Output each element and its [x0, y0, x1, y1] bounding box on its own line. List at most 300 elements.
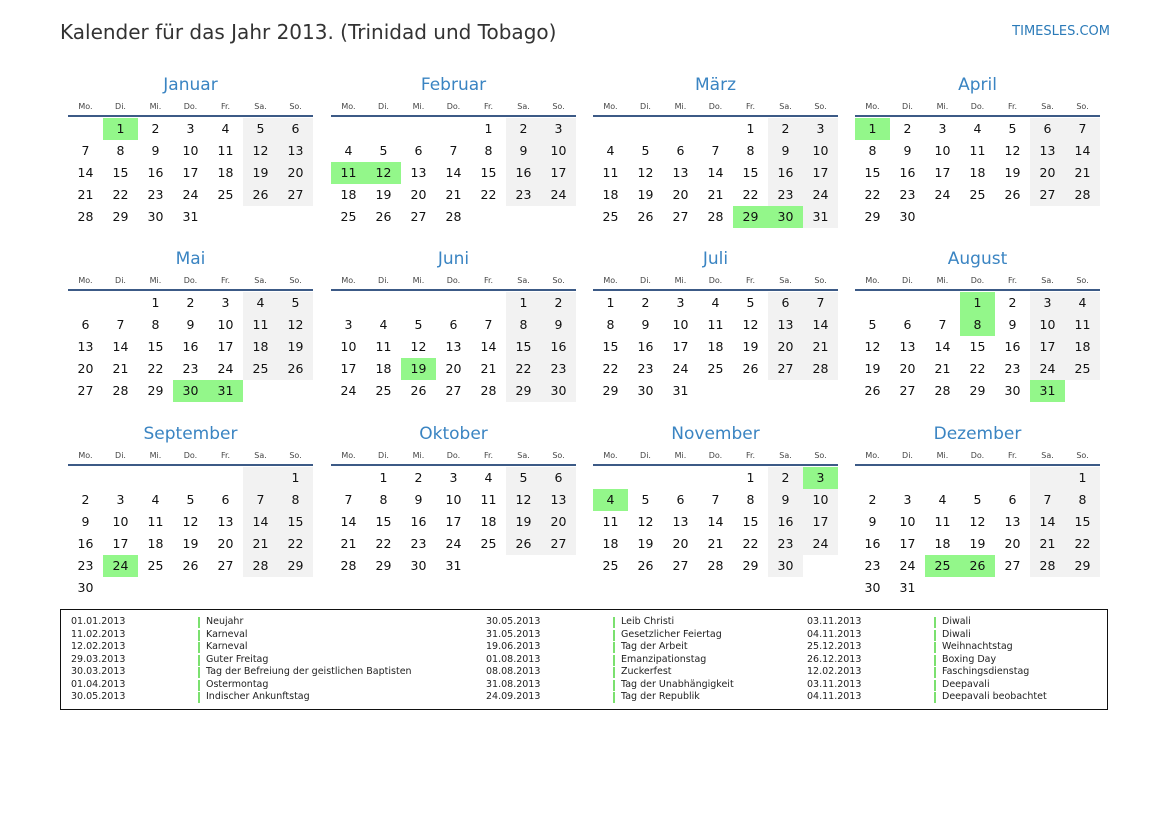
holiday-name: Boxing Day [942, 653, 997, 665]
day-cell: 23 [768, 533, 803, 555]
empty-cell [68, 467, 103, 489]
day-cell: 7 [116, 317, 125, 332]
day-cell: 14 [707, 165, 724, 180]
holiday-column [71, 616, 471, 704]
day-cell: 11 [217, 143, 234, 158]
weekday-label: Mi. [412, 102, 425, 111]
day-cell: 25 [602, 209, 619, 224]
day-cell: 14 [445, 165, 462, 180]
holiday-date: 08.08.2013 [486, 666, 541, 677]
day-cell: 7 [484, 317, 493, 332]
holiday-row [71, 666, 471, 679]
day-cell: 9 [903, 143, 912, 158]
weekday-label: Fr. [1007, 102, 1018, 111]
day-cell: 29 [1065, 555, 1100, 577]
day-cell: 2 [641, 295, 650, 310]
day-cell: 19 [1004, 165, 1021, 180]
day-cell: 26 [375, 209, 392, 224]
day-cell: 4 [151, 492, 160, 507]
weekday-label: Di. [378, 102, 389, 111]
day-cell: 4 [221, 121, 230, 136]
empty-cell [401, 118, 436, 140]
day-cell: 30 [410, 558, 427, 573]
holiday-date: 26.12.2013 [807, 653, 862, 665]
day-grid [855, 292, 1100, 402]
day-cell: 31 [672, 383, 689, 398]
weekday-label: Mi. [412, 276, 425, 285]
holiday-name: Guter Freitag [206, 653, 269, 665]
holiday-name: Ostermontag [206, 678, 269, 690]
day-cell: 19 [278, 336, 313, 358]
weekday-header [593, 98, 838, 117]
day-cell: 27 [1004, 558, 1021, 573]
month-12 [855, 421, 1100, 599]
holiday-day-cell: 26 [960, 555, 995, 577]
holiday-day-cell: 30 [768, 206, 803, 228]
day-cell: 1 [1065, 467, 1100, 489]
holiday-day-cell: 1 [103, 118, 138, 140]
weekday-label: So. [289, 451, 302, 460]
empty-cell [103, 292, 138, 314]
day-cell: 27 [217, 558, 234, 573]
empty-cell [243, 467, 278, 489]
day-cell: 20 [217, 536, 234, 551]
holiday-name: Diwali [942, 628, 971, 640]
month-6 [331, 246, 576, 402]
holiday-day-cell: 30 [173, 380, 208, 402]
weekday-label: Di. [378, 451, 389, 460]
day-cell: 27 [445, 383, 462, 398]
holiday-day-cell: 1 [855, 118, 890, 140]
day-cell: 12 [278, 314, 313, 336]
weekday-label: Di. [640, 276, 651, 285]
weekday-label: Mo. [865, 451, 880, 460]
day-cell: 16 [637, 339, 654, 354]
day-cell: 6 [221, 492, 230, 507]
day-cell: 7 [1065, 118, 1100, 140]
day-cell: 12 [742, 317, 759, 332]
day-cell: 8 [606, 317, 615, 332]
day-cell: 6 [414, 143, 423, 158]
month-1 [68, 72, 313, 228]
day-cell: 1 [484, 121, 493, 136]
day-cell: 29 [506, 380, 541, 402]
day-cell: 25 [602, 558, 619, 573]
holiday-row [807, 629, 1107, 642]
day-cell: 9 [1008, 317, 1017, 332]
weekday-label: Fr. [745, 276, 756, 285]
holiday-date: 30.05.2013 [71, 691, 126, 702]
empty-cell [925, 292, 960, 314]
day-cell: 13 [278, 140, 313, 162]
day-cell: 11 [602, 165, 619, 180]
holiday-row [486, 654, 786, 667]
day-cell: 29 [278, 555, 313, 577]
day-cell: 20 [445, 361, 462, 376]
holiday-marker [613, 630, 615, 641]
day-cell: 27 [672, 558, 689, 573]
holiday-day-cell: 24 [103, 555, 138, 577]
holiday-date: 29.03.2013 [71, 653, 126, 665]
weekday-label: Do. [970, 451, 985, 460]
day-cell: 23 [899, 187, 916, 202]
day-grid [593, 292, 838, 402]
day-cell: 9 [186, 317, 195, 332]
day-cell: 6 [676, 492, 685, 507]
month-7 [593, 246, 838, 402]
day-cell: 14 [480, 339, 497, 354]
day-cell: 10 [1030, 314, 1065, 336]
day-cell: 11 [707, 317, 724, 332]
day-cell: 23 [864, 558, 881, 573]
holiday-marker [613, 642, 615, 653]
day-cell: 22 [480, 187, 497, 202]
holiday-column [807, 616, 1107, 704]
day-cell: 14 [1065, 140, 1100, 162]
empty-cell [855, 467, 890, 489]
month-name: Dezember [933, 424, 1022, 444]
empty-cell [331, 467, 366, 489]
weekday-label: Sa. [254, 276, 267, 285]
weekday-label: Mo. [865, 102, 880, 111]
day-cell: 6 [81, 317, 90, 332]
holiday-name: Karneval [206, 628, 248, 640]
holiday-date: 12.02.2013 [71, 641, 126, 652]
day-cell: 2 [1008, 295, 1017, 310]
weekday-label: Sa. [779, 276, 792, 285]
day-cell: 5 [414, 317, 423, 332]
day-cell: 12 [637, 514, 654, 529]
holiday-marker [198, 692, 200, 703]
empty-cell [698, 467, 733, 489]
holiday-marker [613, 680, 615, 691]
holiday-marker [934, 617, 936, 628]
day-cell: 15 [375, 514, 392, 529]
holiday-marker [613, 692, 615, 703]
day-cell: 14 [803, 314, 838, 336]
month-11 [593, 421, 838, 577]
weekday-label: Do. [446, 276, 461, 285]
day-cell: 7 [243, 489, 278, 511]
weekday-header [68, 447, 313, 466]
weekday-label: Sa. [1041, 276, 1054, 285]
day-cell: 4 [379, 317, 388, 332]
day-cell: 13 [899, 339, 916, 354]
day-cell: 22 [864, 187, 881, 202]
day-cell: 7 [81, 143, 90, 158]
day-cell: 29 [375, 558, 392, 573]
weekday-label: So. [289, 276, 302, 285]
holiday-marker [934, 680, 936, 691]
day-cell: 13 [768, 314, 803, 336]
day-cell: 9 [768, 140, 803, 162]
month-5 [68, 246, 313, 402]
day-cell: 9 [506, 140, 541, 162]
weekday-label: Di. [902, 102, 913, 111]
day-cell: 18 [602, 187, 619, 202]
holiday-row [486, 679, 786, 692]
day-cell: 29 [602, 383, 619, 398]
month-4 [855, 72, 1100, 228]
day-cell: 8 [278, 489, 313, 511]
holiday-name: Karneval [206, 641, 248, 652]
weekday-label: Fr. [745, 451, 756, 460]
day-cell: 14 [112, 339, 129, 354]
weekday-label: Do. [183, 102, 198, 111]
day-cell: 10 [340, 339, 357, 354]
day-cell: 21 [803, 336, 838, 358]
day-cell: 5 [868, 317, 877, 332]
holiday-date: 04.11.2013 [807, 628, 862, 640]
holiday-row [71, 654, 471, 667]
day-cell: 10 [934, 143, 951, 158]
weekday-label: Mo. [78, 276, 93, 285]
empty-cell [436, 118, 471, 140]
day-cell: 3 [541, 118, 576, 140]
weekday-label: Di. [378, 276, 389, 285]
holiday-date: 01.04.2013 [71, 678, 126, 690]
day-cell: 10 [445, 492, 462, 507]
day-cell: 19 [506, 511, 541, 533]
day-cell: 15 [278, 511, 313, 533]
day-cell: 15 [147, 339, 164, 354]
day-cell: 25 [480, 536, 497, 551]
day-cell: 30 [541, 380, 576, 402]
day-cell: 20 [768, 336, 803, 358]
weekday-header [331, 447, 576, 466]
day-cell: 8 [1065, 489, 1100, 511]
day-cell: 7 [938, 317, 947, 332]
holiday-name: Tag der Befreiung der geistlichen Baptisten [206, 666, 412, 677]
day-cell: 24 [340, 383, 357, 398]
day-cell: 30 [1004, 383, 1021, 398]
day-cell: 15 [742, 165, 759, 180]
weekday-label: Fr. [1007, 276, 1018, 285]
day-cell: 31 [899, 580, 916, 595]
day-cell: 1 [606, 295, 615, 310]
day-cell: 21 [112, 361, 129, 376]
holiday-row [807, 641, 1107, 654]
weekday-label: Mi. [149, 102, 162, 111]
day-cell: 18 [1065, 336, 1100, 358]
day-cell: 24 [803, 184, 838, 206]
holiday-row [807, 666, 1107, 679]
day-cell: 18 [602, 536, 619, 551]
holiday-day-cell: 29 [733, 206, 768, 228]
weekday-label: Mo. [341, 102, 356, 111]
day-cell: 22 [506, 358, 541, 380]
day-cell: 28 [243, 555, 278, 577]
weekday-label: Mo. [78, 451, 93, 460]
day-cell: 3 [186, 121, 195, 136]
day-grid [855, 467, 1100, 599]
empty-cell [1030, 467, 1065, 489]
holiday-date: 12.02.2013 [807, 666, 862, 677]
weekday-label: Sa. [517, 276, 530, 285]
day-cell: 31 [803, 206, 838, 228]
month-name: Juli [702, 249, 729, 269]
day-cell: 16 [864, 536, 881, 551]
weekday-label: Fr. [220, 451, 231, 460]
day-cell: 3 [803, 118, 838, 140]
day-cell: 4 [711, 295, 720, 310]
day-cell: 17 [803, 162, 838, 184]
holiday-row [807, 616, 1107, 629]
empty-cell [663, 467, 698, 489]
day-cell: 19 [864, 361, 881, 376]
day-cell: 25 [375, 383, 392, 398]
month-name: November [671, 424, 760, 444]
day-cell: 2 [541, 292, 576, 314]
day-cell: 31 [182, 209, 199, 224]
month-name: Februar [420, 75, 487, 95]
day-cell: 5 [973, 492, 982, 507]
day-cell: 17 [217, 339, 234, 354]
day-cell: 27 [899, 383, 916, 398]
holiday-row [486, 691, 786, 704]
weekday-label: Di. [640, 451, 651, 460]
weekday-label: Do. [708, 451, 723, 460]
weekday-label: Do. [183, 451, 198, 460]
day-cell: 4 [484, 470, 493, 485]
holiday-marker [198, 642, 200, 653]
day-cell: 29 [969, 383, 986, 398]
day-cell: 21 [707, 536, 724, 551]
day-cell: 21 [707, 187, 724, 202]
weekday-label: Sa. [254, 451, 267, 460]
holiday-day-cell: 4 [593, 489, 628, 511]
site-link[interactable]: TIMESLES.COM [1012, 24, 1110, 39]
day-cell: 22 [969, 361, 986, 376]
day-cell: 5 [641, 492, 650, 507]
day-cell: 22 [147, 361, 164, 376]
day-cell: 23 [147, 187, 164, 202]
weekday-label: Mo. [865, 276, 880, 285]
day-cell: 29 [112, 209, 129, 224]
empty-cell [208, 467, 243, 489]
day-cell: 2 [151, 121, 160, 136]
empty-cell [138, 467, 173, 489]
day-cell: 15 [864, 165, 881, 180]
day-cell: 3 [938, 121, 947, 136]
day-cell: 22 [278, 533, 313, 555]
holiday-name: Faschingsdienstag [942, 666, 1030, 677]
day-cell: 21 [340, 536, 357, 551]
weekday-label: Do. [446, 102, 461, 111]
day-cell: 30 [147, 209, 164, 224]
weekday-label: Mi. [412, 451, 425, 460]
day-cell: 10 [541, 140, 576, 162]
page-title: Kalender für das Jahr 2013. (Trinidad und Tobago) [60, 20, 557, 44]
day-cell: 30 [637, 383, 654, 398]
day-cell: 23 [410, 536, 427, 551]
holiday-day-cell: 12 [366, 162, 401, 184]
day-cell: 25 [243, 358, 278, 380]
day-cell: 19 [637, 536, 654, 551]
day-cell: 11 [243, 314, 278, 336]
weekday-label: Mi. [674, 276, 687, 285]
day-cell: 8 [379, 492, 388, 507]
day-cell: 7 [344, 492, 353, 507]
weekday-label: Mi. [149, 451, 162, 460]
empty-cell [593, 467, 628, 489]
holiday-name: Deepavali [942, 678, 990, 690]
day-cell: 9 [81, 514, 90, 529]
holiday-name: Emanzipationstag [621, 653, 707, 665]
day-cell: 2 [868, 492, 877, 507]
holiday-marker [198, 630, 200, 641]
holiday-list [60, 609, 1108, 710]
empty-cell [471, 292, 506, 314]
weekday-label: Sa. [517, 451, 530, 460]
day-cell: 17 [899, 536, 916, 551]
day-cell: 2 [81, 492, 90, 507]
day-cell: 6 [1030, 118, 1065, 140]
empty-cell [366, 292, 401, 314]
day-cell: 21 [934, 361, 951, 376]
day-cell: 15 [506, 336, 541, 358]
holiday-marker [934, 692, 936, 703]
day-cell: 20 [278, 162, 313, 184]
day-cell: 18 [969, 165, 986, 180]
holiday-row [71, 616, 471, 629]
weekday-label: Di. [902, 276, 913, 285]
month-8 [855, 246, 1100, 402]
holiday-name: Gesetzlicher Feiertag [621, 628, 722, 640]
holiday-day-cell: 19 [401, 358, 436, 380]
day-cell: 6 [676, 143, 685, 158]
day-cell: 23 [182, 361, 199, 376]
day-cell: 12 [182, 514, 199, 529]
day-cell: 20 [899, 361, 916, 376]
weekday-header [855, 447, 1100, 466]
day-cell: 22 [742, 536, 759, 551]
holiday-date: 04.11.2013 [807, 691, 862, 702]
empty-cell [995, 467, 1030, 489]
day-cell: 1 [379, 470, 388, 485]
day-cell: 16 [768, 511, 803, 533]
day-cell: 20 [672, 536, 689, 551]
day-cell: 24 [182, 187, 199, 202]
empty-cell [331, 292, 366, 314]
empty-cell [401, 292, 436, 314]
day-grid [331, 467, 576, 577]
day-cell: 5 [641, 143, 650, 158]
day-cell: 21 [445, 187, 462, 202]
month-2 [331, 72, 576, 228]
day-cell: 6 [1008, 492, 1017, 507]
day-cell: 5 [186, 492, 195, 507]
day-cell: 4 [973, 121, 982, 136]
day-cell: 17 [445, 514, 462, 529]
day-cell: 23 [77, 558, 94, 573]
holiday-day-cell: 11 [331, 162, 366, 184]
holiday-marker [198, 655, 200, 666]
day-cell: 16 [182, 339, 199, 354]
weekday-header [331, 98, 576, 117]
weekday-label: Do. [446, 451, 461, 460]
day-cell: 17 [672, 339, 689, 354]
day-cell: 9 [414, 492, 423, 507]
weekday-header [855, 98, 1100, 117]
weekday-header [593, 272, 838, 291]
weekday-label: So. [1076, 451, 1089, 460]
day-cell: 24 [899, 558, 916, 573]
day-cell: 14 [1030, 511, 1065, 533]
day-cell: 23 [637, 361, 654, 376]
holiday-date: 30.03.2013 [71, 666, 126, 677]
month-name: Juni [437, 249, 470, 269]
